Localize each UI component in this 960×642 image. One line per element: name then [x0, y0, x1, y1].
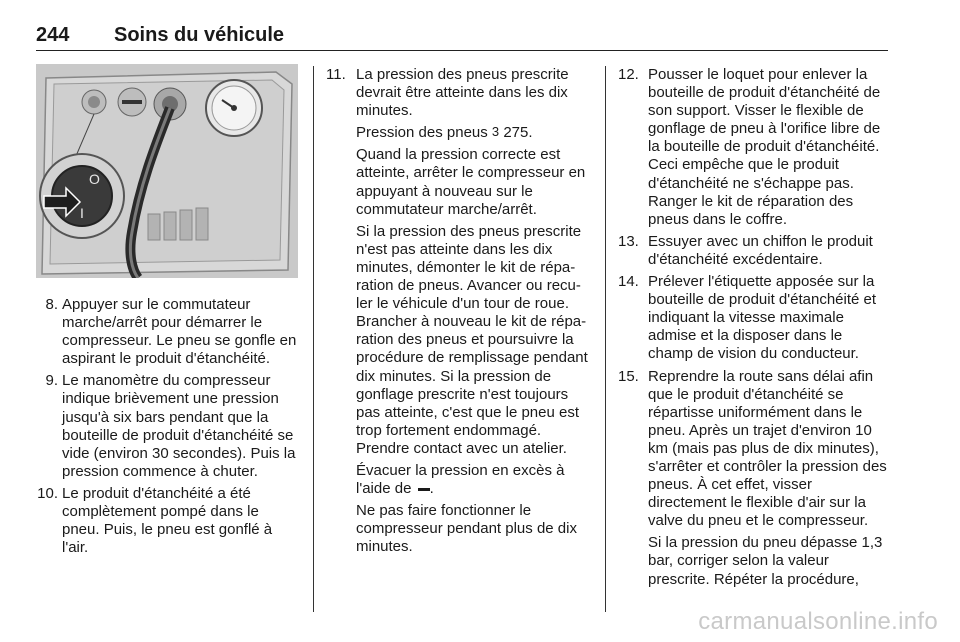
step-text: Essuyer avec un chiffon le produit d'étanchéité excédentaire.: [648, 232, 873, 268]
reference-page[interactable]: 275.: [503, 124, 533, 142]
switch-off-label: O: [89, 171, 100, 187]
step-number: 10.: [37, 484, 58, 502]
list-item: [326, 66, 592, 556]
page-reference-icon: 3: [491, 124, 500, 140]
minus-icon: [418, 488, 430, 491]
step-number: 13.: [618, 232, 639, 250]
step-text: La pression des pneus prescrite devrait être atteinte dans les dix minutes.: [356, 66, 569, 120]
step-text-minus: [356, 462, 592, 498]
column-left: [36, 64, 298, 561]
list-item: [36, 485, 298, 557]
step-text: Si la pression des pneus prescrite n'est pas atteinte dans les dix minutes, démonter le kit de réparation de pneus. Avancer ou reculer le véhicule d'un tour de roue. Brancher à nouveau le kit de réparation des pneus et poursuivre la procédure de remplissage pendant dix minutes. Si la pression de gonflage prescrite n'est toujours pas atteinte, c'est que le pneu est trop fortement endommagé. Prendre contact avec un atelier.: [356, 222, 588, 457]
list-item: [618, 66, 888, 229]
page-number: 244: [36, 24, 70, 46]
list-item: [36, 296, 298, 368]
column-middle: [326, 66, 592, 560]
step-text: Appuyer sur le commutateur marche/arrêt pour démarrer le compresseur. Le pneu se gonfle en aspirant le produit d'étanchéité.: [62, 296, 297, 368]
step-number: 9.: [45, 372, 58, 390]
step-text: Le produit d'étanchéité a été complètement pompé dans le pneu. Puis, le pneu est gonflé à l'air.: [62, 484, 273, 557]
step-text: Quand la pression correcte est atteinte, arrêter le compresseur en appuyant à nouveau sur le commutateur marche/arrêt.: [356, 146, 586, 218]
step-number: 11.: [326, 66, 346, 83]
list-item: [618, 273, 888, 363]
column-divider: [605, 66, 606, 612]
step-text: Le manomètre du compresseur indique brièvement une pression jusqu'à six bars pendant que la bouteille de produit d'étanchéité se vide (environ 30 secondes). Puis la pression commence à chuter.: [62, 372, 296, 480]
step-text: Ne pas faire fonctionner le compresseur pendant plus de dix minutes.: [356, 502, 577, 556]
pressure-reference: [356, 124, 592, 142]
step-text: Si la pression du pneu dépasse 1,3 bar, corriger selon la valeur prescrite. Répéter la procédure,: [648, 534, 883, 588]
compressor-svg: [36, 64, 298, 278]
switch-on-label: I: [80, 205, 84, 221]
section-title: Soins du véhicule: [114, 24, 285, 46]
step-text: Évacuer la pression en excès à l'aide de: [356, 461, 565, 498]
compressor-illustration: [36, 64, 298, 278]
list-item: [618, 233, 888, 269]
sentence-end: .: [429, 480, 434, 498]
step-number: 14.: [618, 273, 639, 291]
step-number: 15.: [618, 367, 639, 385]
step-text: Reprendre la route sans délai afin que le produit d'étanchéité se répartisse uniformément dans le pneu. Après un trajet d'environ 10 km (mais pas plus de dix minutes), s'arrêter et contrôler la pression des pneus. À cet effet, visser directement le flexible d'air sur la valve du pneu et le compresseur.: [648, 367, 887, 530]
pressure-label: Pression des pneus: [356, 124, 488, 142]
step-number: 12.: [618, 66, 639, 83]
column-right: [618, 66, 888, 593]
column-divider: [313, 66, 314, 612]
watermark: carmanualsonline.info: [698, 608, 938, 635]
list-item: [618, 368, 888, 589]
step-text: Prélever l'étiquette apposée sur la bouteille de produit d'étanchéité et indiquant la vitesse maximale admise et la disposer dans le champ de vision du conducteur.: [648, 273, 877, 363]
list-item: [36, 372, 298, 481]
page-header: [36, 24, 888, 51]
step-text: Pousser le loquet pour enlever la bouteille de produit d'étanchéité de son support. Visser le flexible de gonflage de pneu à l'orifice libre de la bouteille de produit d'étanchéité. Ceci empêche que le produit d'étanchéité ne s'échappe pas. Ranger le kit de réparation des pneus dans le coffre.: [648, 66, 881, 228]
step-number: 8.: [45, 296, 58, 313]
